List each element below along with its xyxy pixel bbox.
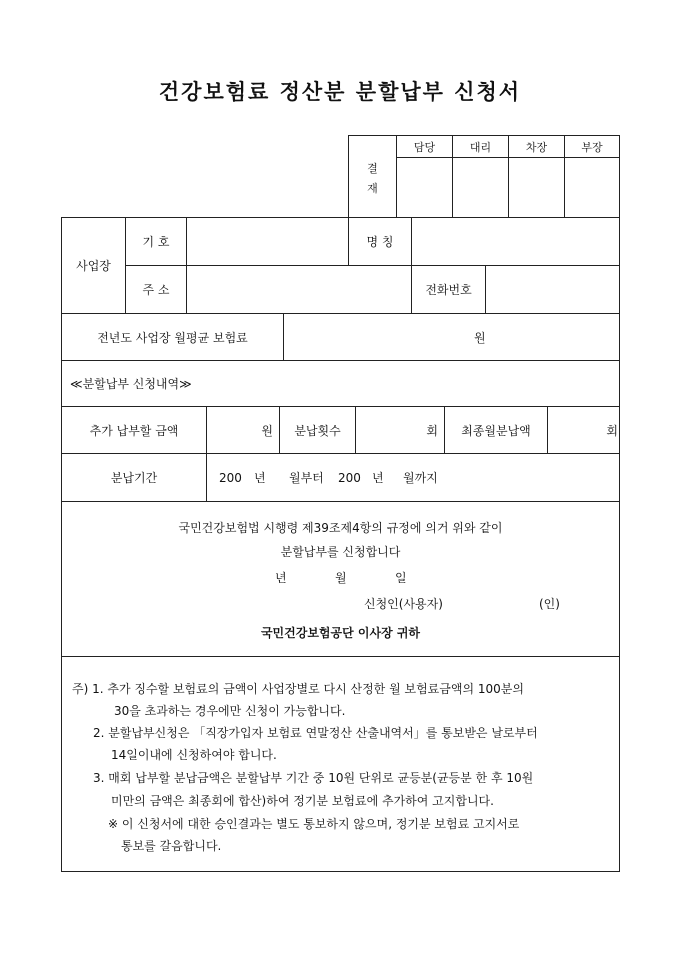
period-start-year-unit: 년 [254, 471, 266, 485]
approval-col-deputy: 차장 [525, 140, 548, 154]
premium-unit: 원 [474, 330, 486, 345]
business-address-field[interactable] [187, 266, 411, 313]
period-end-year: 200 [338, 470, 361, 485]
additional-amount-label: 추가 납부할 금액 [89, 423, 179, 438]
premium-label: 전년도 사업장 월평균 보험료 [97, 330, 248, 345]
date-day-label: 일 [395, 571, 407, 585]
approval-label-bottom: 재 [367, 182, 378, 195]
note-3-line2: 미만의 금액은 최종회에 합산)하여 정기분 보험료에 추가하여 고지합니다. [111, 794, 494, 808]
business-phone-label: 전화번호 [425, 283, 472, 297]
approval-col-staff: 담당 [413, 140, 436, 154]
date-year-label: 년 [275, 571, 287, 585]
installments-unit: 회 [426, 423, 438, 438]
note-2-line2: 14일이내에 신청하여야 합니다. [111, 748, 277, 762]
business-address-label: 주 소 [142, 283, 170, 297]
business-section-label: 사업장 [76, 259, 111, 273]
premium-field[interactable] [284, 314, 619, 360]
details-heading: ≪분할납부 신청내역≫ [70, 377, 192, 391]
approval-col-assistant: 대리 [469, 140, 492, 154]
declaration-line2: 분할납부를 신청합니다 [280, 545, 401, 559]
note-3-line1: 3. 매회 납부할 분납금액은 분할납부 기간 중 10원 단위로 균등분(균등분 한 후 10원 [93, 771, 534, 785]
note-4-line2: 통보를 갈음합니다. [121, 839, 222, 853]
applicant-label: 신청인(사용자) [364, 597, 443, 611]
approval-col-manager: 부장 [581, 140, 603, 154]
final-installment-label: 최종월분납액 [461, 423, 531, 438]
installments-label: 분납횟수 [294, 423, 341, 438]
note-4-line1: ※ 이 신청서에 대한 승인결과는 별도 통보하지 않으며, 정기분 보험료 고지서로 [108, 817, 520, 831]
declaration-line1: 국민건강보험법 시행령 제39조제4항의 규정에 의거 위와 같이 [178, 521, 503, 535]
period-start-year: 200 [219, 470, 242, 485]
business-code-label: 기 호 [142, 235, 170, 249]
business-phone-field[interactable] [486, 266, 619, 313]
additional-amount-unit: 원 [261, 423, 273, 438]
period-label: 분납기간 [110, 471, 158, 485]
business-code-field[interactable] [187, 218, 348, 265]
seal-mark: (인) [539, 597, 560, 611]
period-field[interactable] [207, 454, 619, 501]
period-from-text: 월부터 [289, 471, 324, 485]
period-end-year-unit: 년 [372, 471, 384, 485]
final-installment-unit: 회 [606, 423, 618, 438]
recipient: 국민건강보험공단 이사장 귀하 [260, 626, 421, 640]
business-name-label: 명 칭 [366, 235, 394, 249]
note-1-line1: 주) 1. 추가 징수할 보험료의 금액이 사업장별로 다시 산정한 월 보험료금액의 100분의 [72, 682, 524, 696]
additional-amount-field[interactable] [207, 407, 273, 453]
approval-label-top: 결 [367, 162, 378, 175]
form-title: 건강보험료 정산분 분할납부 신청서 [158, 79, 522, 104]
note-1-line2: 30을 초과하는 경우에만 신청이 가능합니다. [114, 704, 346, 718]
final-installment-field[interactable] [548, 407, 618, 453]
note-2-line1: 2. 분할납부신청은 「직장가입자 보험료 연말정산 산출내역서」를 통보받은 날로부터 [93, 726, 538, 740]
business-name-field[interactable] [412, 218, 619, 265]
period-to-text: 월까지 [403, 471, 438, 485]
date-month-label: 월 [335, 571, 347, 585]
installments-field[interactable] [356, 407, 438, 453]
